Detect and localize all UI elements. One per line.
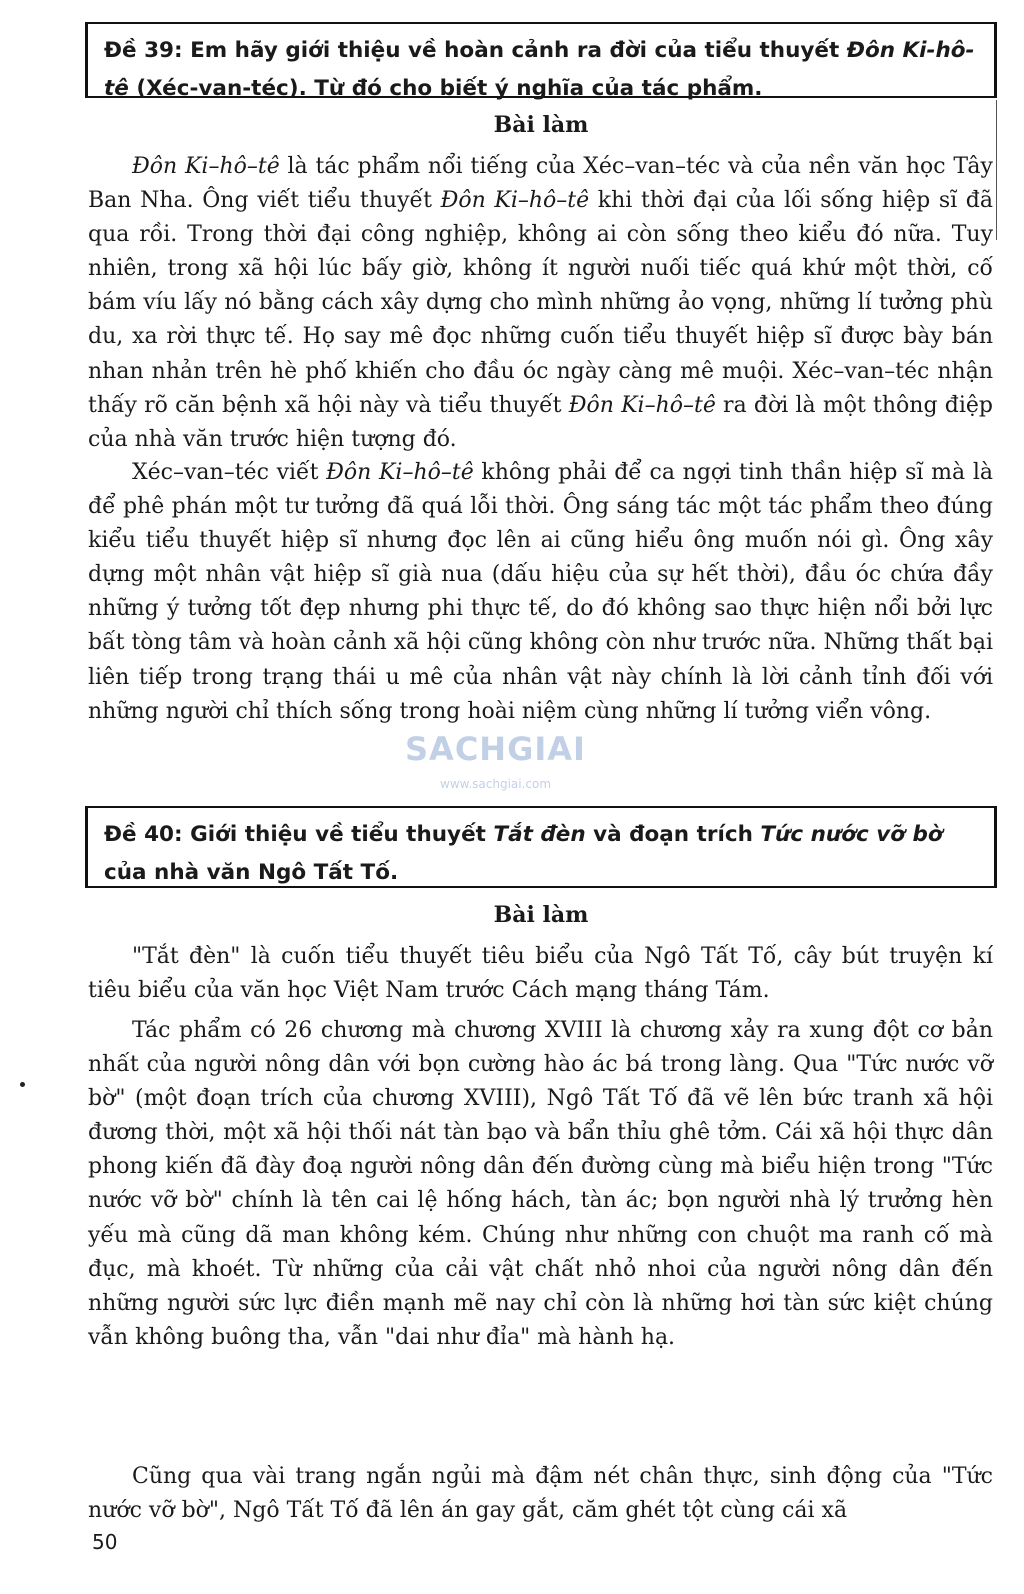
- question-39-title: Đôn Ki-hô-tê: [104, 38, 975, 101]
- question-40-text-before: Giới thiệu về tiểu thuyết: [182, 822, 494, 847]
- paragraph-text: là tác phẩm nổi tiếng của Xéc–van–téc và của nền văn học Tây Ban Nha. Ông viết tiểu thuyết: [88, 154, 993, 214]
- work-title: Đôn Ki–hô–tê: [568, 392, 716, 418]
- answer-39-paragraph-1: [88, 150, 993, 457]
- question-39-label: Đề 39:: [104, 38, 183, 63]
- work-title: Đôn Ki–hô–tê: [440, 188, 590, 214]
- question-39-box: [85, 22, 997, 101]
- watermark-url: www.sachgiai.com: [440, 777, 552, 791]
- answer-40-heading: Bài làm: [493, 902, 589, 928]
- question-39-text-after: (Xéc-van-téc). Từ đó cho biết ý nghĩa của tác phẩm.: [128, 76, 763, 101]
- question-40-box: [85, 806, 997, 888]
- question-40-text-middle: và đoạn trích: [585, 822, 761, 847]
- answer-40-paragraph-2: Tác phẩm có 26 chương mà chương XVIII là chương xảy ra xung đột cơ bản nhất của người nông dân với bọn cường hào ác bá trong làng. Qua "Tức nước vỡ bờ" (một đoạn trích của chương XVIII), Ngô Tất Tố đã vẽ lên bức tranh xã hội đương thời, một xã hội thối nát tàn bạo và bẩn thỉu ghê tởm. Cái xã hội thực dân phong kiến đã đày đoạ người nông dân đến đường cùng mà biểu hiện trong "Tức nước vỡ bờ" chính là tên cai lệ hống hách, tàn ác; bọn người nhà lý trưởng hèn yếu mà cũng dã man không kém. Chúng như những con chuột ma ranh cố mà đục, mà khoét. Từ những của cải vật chất nhỏ nhoi của người nông dân đến những người sức lực điền mạnh mẽ nay chỉ còn là những hơi tàn sức kiệt chúng vẫn không buông tha, vẫn "dai như đỉa" mà hành hạ.: [88, 1018, 993, 1350]
- question-40-title-2: Tức nước vỡ bờ: [760, 822, 943, 847]
- page-number: 50: [92, 1530, 118, 1554]
- question-40-label: Đề 40:: [104, 822, 183, 847]
- answer-39-paragraph-2: [88, 456, 993, 729]
- question-40-text-after: của nhà văn Ngô Tất Tố.: [104, 860, 399, 885]
- answer-39-heading: Bài làm: [493, 112, 589, 138]
- paragraph-text: Xéc–van–téc viết: [132, 460, 327, 485]
- paragraph-text: khi thời đại của lối sống hiệp sĩ đã qua rồi. Trong thời đại công nghiệp, không ai còn sống theo kiểu đó nữa. Tuy nhiên, trong xã hội lúc bấy giờ, không ít người nuối tiếc quá khứ một thời, cố bám víu lấy nó bằng cách xây dựng cho mình những ảo vọng, những lí tưởng phù du, xa rời thực tế. Họ say mê đọc những cuốn tiểu thuyết hiệp sĩ được bày bán nhan nhản trên hè phố khiến cho đầu óc ngày càng mê muội. Xéc–van–téc nhận thấy rõ căn bệnh xã hội này và tiểu thuyết: [88, 188, 993, 418]
- watermark-logo: SACHGIAI: [405, 730, 586, 768]
- scan-speck: [20, 1082, 25, 1087]
- work-title: Đôn Ki–hô–tê: [326, 460, 474, 485]
- paragraph-text: không phải để ca ngợi tinh thần hiệp sĩ mà là để phê phán một tư tưởng đã quá lỗi thời. Ông sáng tác một tác phẩm theo đúng kiểu tiểu thuyết hiệp sĩ nhưng đọc lên ai cũng hiểu ông muốn nói gì. Ông xây dựng một nhân vật hiệp sĩ già nua (dấu hiệu của sự hết thời), đầu óc chứa đầy những ý tưởng tốt đẹp nhưng phi thực tế, do đó không sao thực hiện nổi bởi lực bất tòng tâm và hoàn cảnh xã hội cũng không còn như trước nữa. Những thất bại liên tiếp trong trạng thái u mê của nhân vật này chính là lời cảnh tỉnh đối với những người chỉ thích sống trong hoài niệm cùng những lí tưởng viển vông.: [88, 460, 993, 724]
- work-title: Đôn Ki–hô–tê: [132, 154, 280, 179]
- question-40-title-1: Tắt đèn: [493, 822, 586, 847]
- answer-40-paragraph-3: Cũng qua vài trang ngắn ngủi mà đậm nét chân thực, sinh động của "Tức nước vỡ bờ", Ngô Tất Tố đã lên án gay gắt, căm ghét tột cùng cái xã: [88, 1464, 993, 1524]
- question-39-text-before: Em hãy giới thiệu về hoàn cảnh ra đời của tiểu thuyết: [182, 38, 847, 63]
- answer-40-paragraph-1: "Tắt đèn" là cuốn tiểu thuyết tiêu biểu của Ngô Tất Tố, cây bút truyện kí tiêu biểu của văn học Việt Nam trước Cách mạng tháng Tám.: [88, 944, 993, 1004]
- paragraph-text: ra đời là một thông điệp của nhà văn trước hiện tượng đó.: [88, 392, 993, 452]
